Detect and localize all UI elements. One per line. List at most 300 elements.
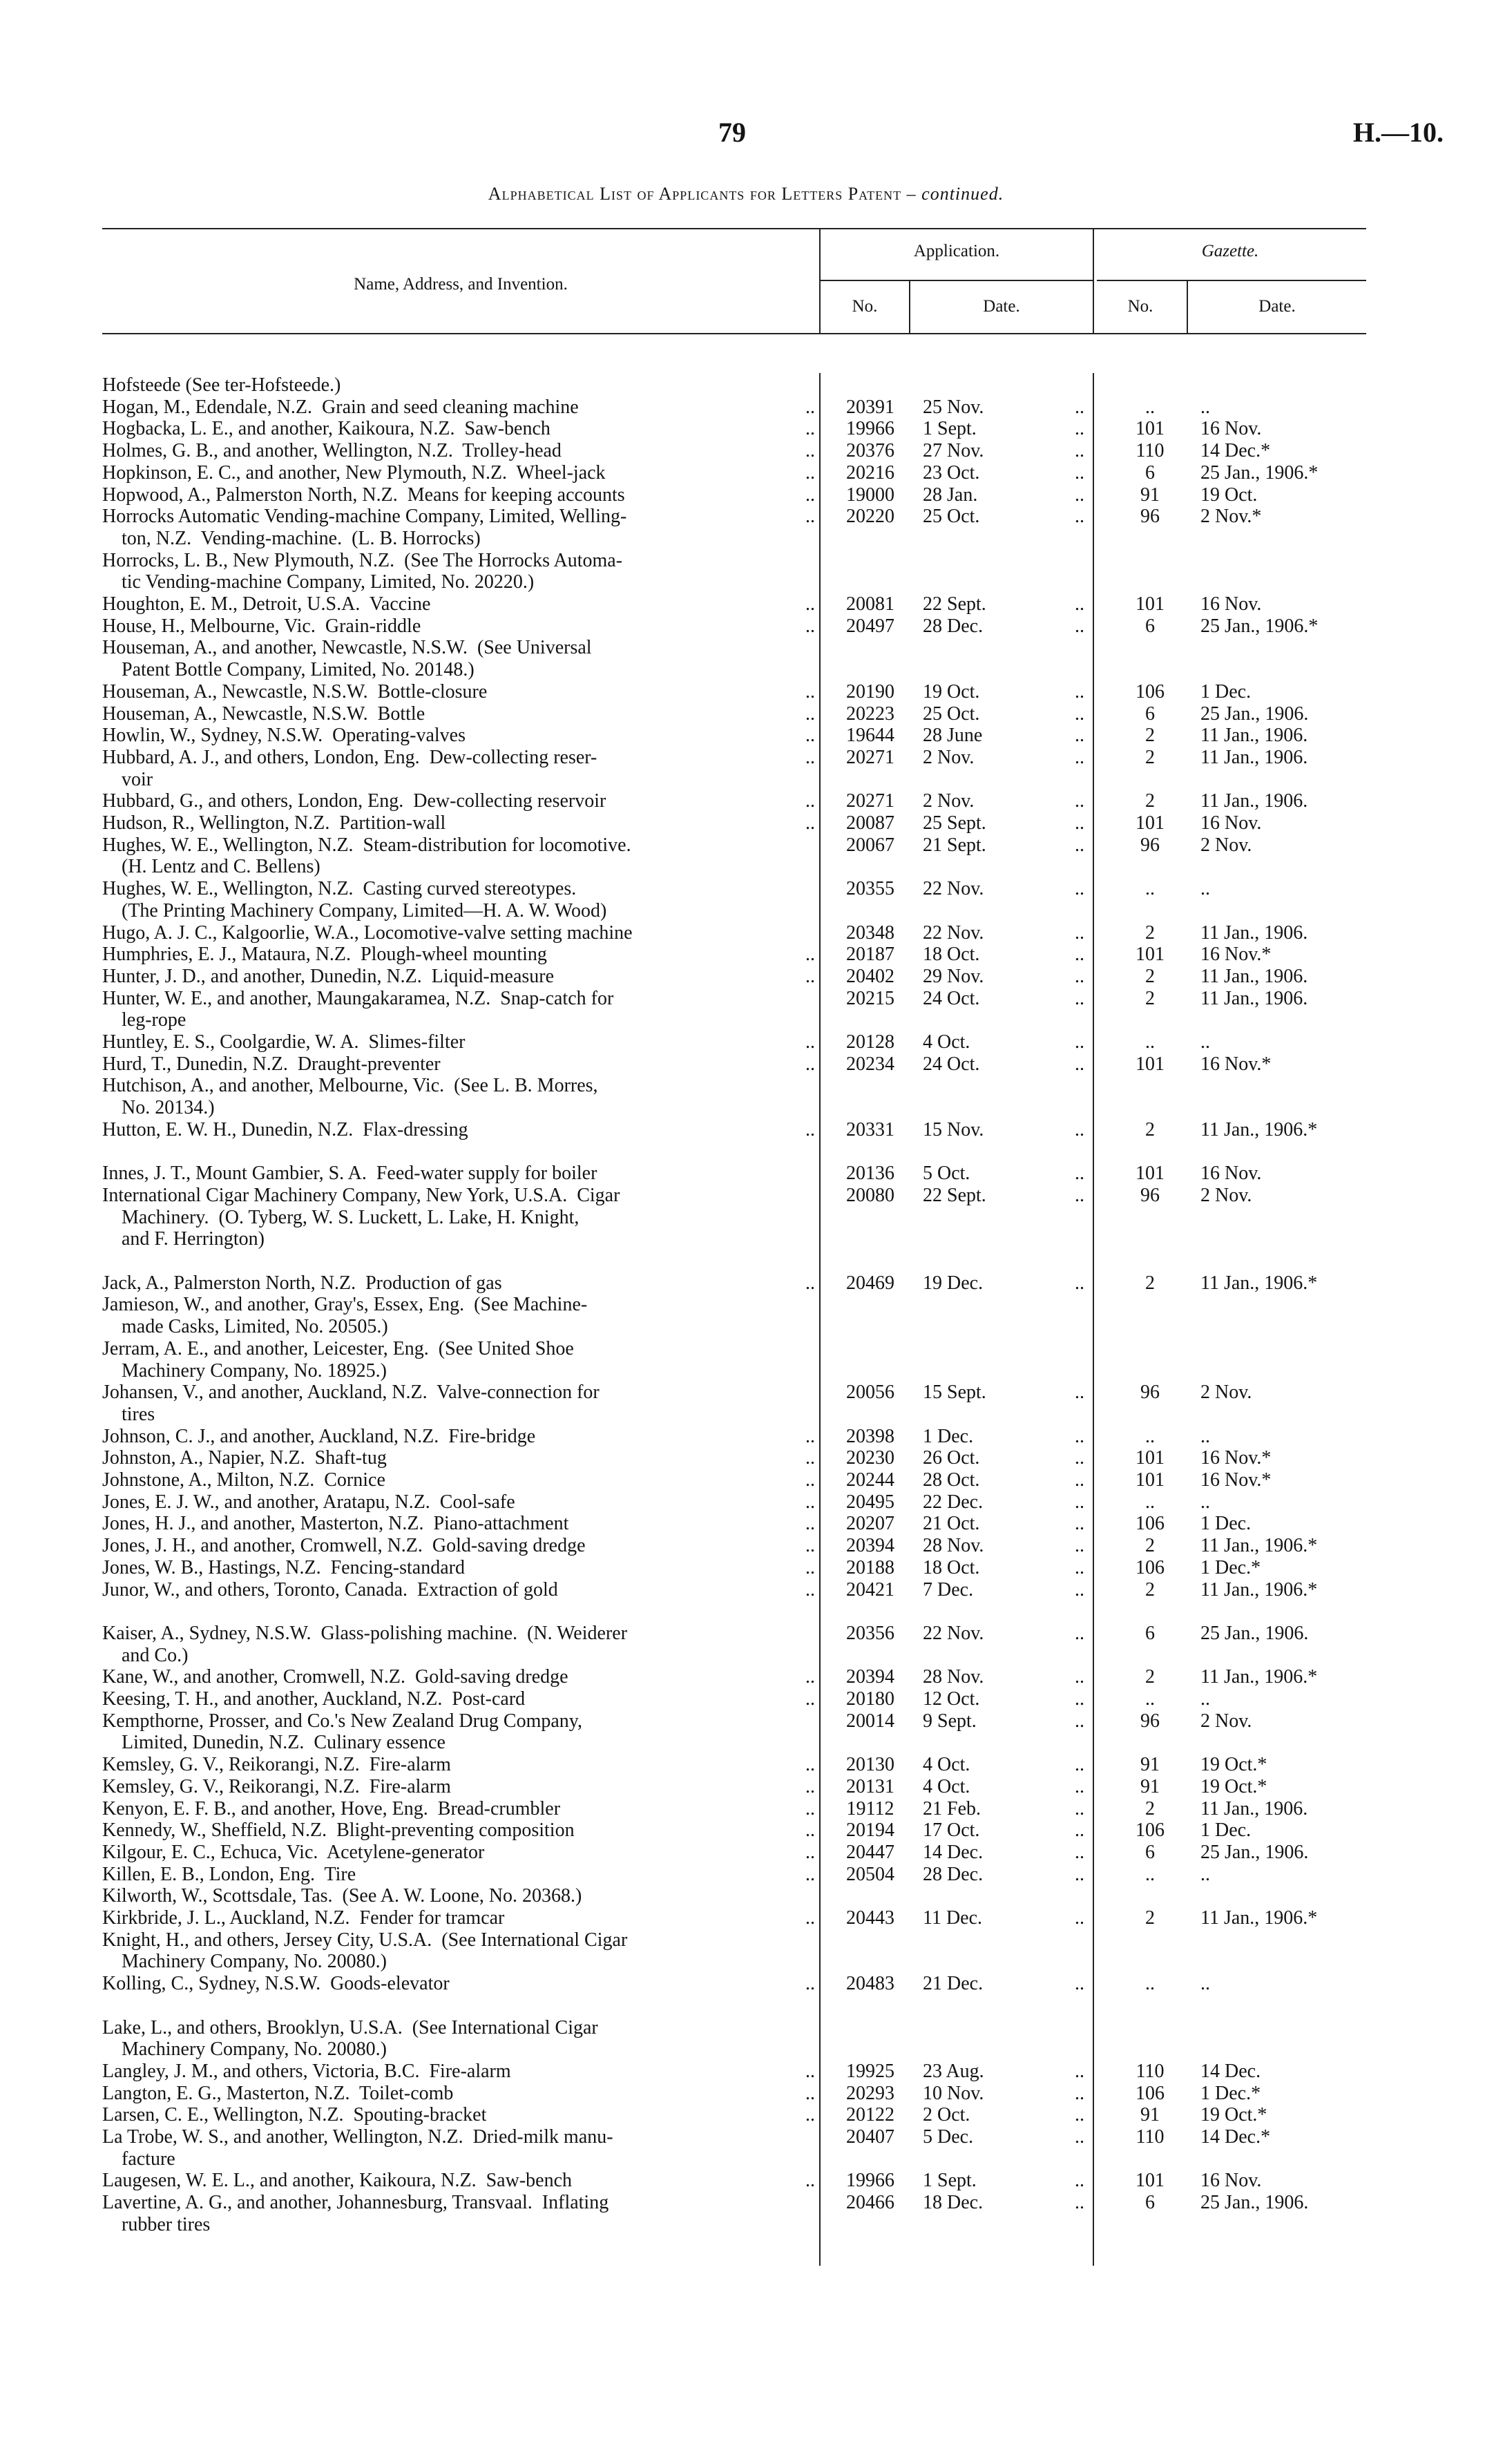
application-date: 18 Oct. <box>923 1556 980 1578</box>
leader-dots-date: .. <box>1075 418 1084 440</box>
leader-dots-date: .. <box>1075 703 1084 725</box>
application-number: 20130 <box>846 1754 894 1776</box>
applicant-entry: Machinery Company, No. 20080.) <box>102 1951 387 1973</box>
leader-dots: .. <box>805 1469 815 1491</box>
application-number: 20447 <box>846 1841 894 1863</box>
application-number: 19925 <box>846 2060 894 2082</box>
applicant-entry: Keesing, T. H., and another, Auckland, N.Z. Post-card <box>102 1688 526 1710</box>
leader-dots-date: .. <box>1075 440 1084 462</box>
table-row <box>0 504 1485 528</box>
gazette-date: 16 Nov.* <box>1200 1447 1272 1469</box>
gazette-number: 96 <box>1140 506 1160 528</box>
leader-dots-date: .. <box>1075 790 1084 812</box>
gazette-number: 6 <box>1145 1622 1155 1644</box>
application-date: 15 Sept. <box>923 1382 986 1404</box>
table-row <box>0 877 1485 901</box>
gazette-date: .. <box>1200 396 1210 418</box>
leader-dots-date: .. <box>1075 1710 1084 1732</box>
header-bottom-rule <box>102 333 1366 334</box>
table-row <box>0 1292 1485 1317</box>
applicant-entry: Johnstone, A., Milton, N.Z. Cornice <box>102 1469 385 1491</box>
leader-dots: .. <box>805 1578 815 1601</box>
leader-dots-date: .. <box>1075 1491 1084 1513</box>
application-date: 1 Dec. <box>923 1425 974 1447</box>
table-row <box>0 789 1485 813</box>
gazette-number: 2 <box>1145 921 1155 944</box>
table-row <box>0 1140 1485 1164</box>
leader-dots-date: .. <box>1075 1163 1084 1185</box>
application-date: 27 Nov. <box>923 440 984 462</box>
gazette-date: 19 Oct.* <box>1200 2104 1267 2126</box>
application-date: 1 Sept. <box>923 418 977 440</box>
leader-dots-date: .. <box>1075 746 1084 768</box>
application-date: 18 Dec. <box>923 2192 984 2214</box>
application-number: 20080 <box>846 1184 894 1206</box>
column-header-app-no: No. <box>852 297 878 316</box>
leader-dots-date: .. <box>1075 1118 1084 1140</box>
application-date: 2 Nov. <box>923 790 975 812</box>
gazette-number: .. <box>1145 878 1155 900</box>
applicant-entry: and Co.) <box>102 1644 189 1666</box>
gazette-number: 101 <box>1136 1469 1165 1491</box>
leader-dots: .. <box>805 1447 815 1469</box>
leader-dots: .. <box>805 1272 815 1294</box>
leader-dots-date: .. <box>1075 725 1084 747</box>
header-top-rule <box>102 228 1366 229</box>
leader-dots: .. <box>805 506 815 528</box>
application-number: 20216 <box>846 461 894 484</box>
application-number: 20220 <box>846 506 894 528</box>
leader-dots-date: .. <box>1075 484 1084 506</box>
applicant-entry: Kirkbride, J. L., Auckland, N.Z. Fender for tramcar <box>102 1907 505 1929</box>
application-number: 20087 <box>846 812 894 834</box>
applicant-entry: Laugesen, W. E. L., and another, Kaikoura, N.Z. Saw-bench <box>102 2170 573 2192</box>
gazette-number: 6 <box>1145 703 1155 725</box>
gazette-date: 25 Jan., 1906.* <box>1200 461 1319 484</box>
leader-dots: .. <box>805 615 815 637</box>
gazette-number: 2 <box>1145 987 1155 1009</box>
applicant-entry: Machinery Company, No. 18925.) <box>102 1359 387 1382</box>
gazette-date: 25 Jan., 1906. <box>1200 1841 1309 1863</box>
leader-dots-date: .. <box>1075 2104 1084 2126</box>
applicant-entry: leg-rope <box>102 1009 186 1031</box>
leader-dots-date: .. <box>1075 1469 1084 1491</box>
applicant-entry: Houseman, A., Newcastle, N.S.W. Bottle-closure <box>102 680 488 703</box>
gazette-date: 11 Jan., 1906.* <box>1200 1118 1318 1140</box>
application-date: 23 Aug. <box>923 2060 984 2082</box>
gazette-date: 25 Jan., 1906. <box>1200 703 1309 725</box>
application-date: 10 Nov. <box>923 2082 984 2104</box>
application-date: 2 Oct. <box>923 2104 970 2126</box>
application-number: 20394 <box>846 1535 894 1557</box>
table-row <box>0 1271 1485 1295</box>
leader-dots: .. <box>805 1031 815 1053</box>
table-row <box>0 2016 1485 2040</box>
application-date: 28 Dec. <box>923 615 984 637</box>
gazette-date: 16 Nov.* <box>1200 1053 1272 1075</box>
gazette-number: 101 <box>1136 418 1165 440</box>
table-row <box>0 439 1485 463</box>
leader-dots: .. <box>805 725 815 747</box>
table-row <box>0 592 1485 616</box>
application-number: 19000 <box>846 484 894 506</box>
table-row <box>0 658 1485 682</box>
table-row <box>0 1249 1485 1273</box>
application-number: 20421 <box>846 1578 894 1601</box>
gazette-number: 101 <box>1136 1163 1165 1185</box>
table-row <box>0 1337 1485 1361</box>
table-row <box>0 373 1485 397</box>
table-row <box>0 964 1485 989</box>
leader-dots-date: .. <box>1075 1797 1084 1820</box>
applicant-entry: Kilgour, E. C., Echuca, Vic. Acetylene-generator <box>102 1841 485 1863</box>
application-number: 20504 <box>846 1863 894 1885</box>
applicant-entry: Machinery Company, No. 20080.) <box>102 2038 387 2061</box>
table-row <box>0 483 1485 507</box>
gazette-date: .. <box>1200 1491 1210 1513</box>
table-row <box>0 1599 1485 1623</box>
gazette-date: 2 Nov.* <box>1200 506 1262 528</box>
gazette-number: 101 <box>1136 593 1165 615</box>
leader-dots: .. <box>805 1797 815 1820</box>
application-number: 20356 <box>846 1622 894 1644</box>
leader-dots-date: .. <box>1075 1382 1084 1404</box>
table-row <box>0 1665 1485 1689</box>
gazette-date: 1 Dec.* <box>1200 2082 1261 2104</box>
table-row <box>0 833 1485 857</box>
application-date: 14 Dec. <box>923 1841 984 1863</box>
applicant-entry: Hughes, W. E., Wellington, N.Z. Steam-distribution for locomotive. <box>102 834 631 856</box>
column-header-app-date: Date. <box>983 297 1020 316</box>
applicant-entry: Larsen, C. E., Wellington, N.Z. Spouting-bracket <box>102 2104 487 2126</box>
table-row <box>0 1971 1485 1996</box>
table-row <box>0 1643 1485 1668</box>
application-date: 22 Nov. <box>923 1622 984 1644</box>
application-date: 24 Oct. <box>923 987 980 1009</box>
leader-dots: .. <box>805 1775 815 1797</box>
gazette-date: 19 Oct.* <box>1200 1754 1267 1776</box>
table-row <box>0 1753 1485 1777</box>
table-row <box>0 2125 1485 2149</box>
applicant-entry: Johansen, V., and another, Auckland, N.Z. Valve-connection for <box>102 1382 600 1404</box>
gazette-number: 6 <box>1145 2192 1155 2214</box>
gazette-number: 110 <box>1136 440 1165 462</box>
gazette-number: 96 <box>1140 834 1160 856</box>
gazette-date: 25 Jan., 1906.* <box>1200 615 1319 637</box>
gazette-number: .. <box>1145 396 1155 418</box>
table-row <box>0 1402 1485 1426</box>
table-row <box>0 1161 1485 1185</box>
leader-dots-date: .. <box>1075 593 1084 615</box>
table-row <box>0 1073 1485 1098</box>
gazette-number: 6 <box>1145 1841 1155 1863</box>
applicant-entry: Hudson, R., Wellington, N.Z. Partition-wall <box>102 812 446 834</box>
leader-dots-date: .. <box>1075 1578 1084 1601</box>
application-date: 7 Dec. <box>923 1578 974 1601</box>
gazette-date: 1 Dec. <box>1200 680 1252 703</box>
applicant-entry: Patent Bottle Company, Limited, No. 20148.) <box>102 659 475 681</box>
table-row <box>0 1730 1485 1755</box>
gazette-number: 2 <box>1145 1907 1155 1929</box>
application-date: 4 Oct. <box>923 1031 970 1053</box>
gazette-number: 101 <box>1136 2170 1165 2192</box>
applicant-entry: Horrocks, L. B., New Plymouth, N.Z. (See The Horrocks Automa- <box>102 549 623 571</box>
leader-dots: .. <box>805 1491 815 1513</box>
applicant-entry: Langton, E. G., Masterton, N.Z. Toilet-comb <box>102 2082 454 2104</box>
gazette-number: 2 <box>1145 790 1155 812</box>
application-date: 25 Sept. <box>923 812 986 834</box>
table-row <box>0 1446 1485 1470</box>
table-row <box>0 2081 1485 2105</box>
application-number: 20407 <box>846 2126 894 2148</box>
applicant-entry: facture <box>102 2148 175 2170</box>
column-header-gazette: Gazette. <box>1201 242 1259 260</box>
table-row <box>0 1380 1485 1404</box>
application-number: 20443 <box>846 1907 894 1929</box>
gazette-date: 11 Jan., 1906. <box>1200 1797 1308 1820</box>
table-row <box>0 767 1485 792</box>
applicant-entry: Hubbard, G., and others, London, Eng. Dew-collecting reservoir <box>102 790 606 812</box>
leader-dots-date: .. <box>1075 965 1084 987</box>
leader-dots-date: .. <box>1075 1425 1084 1447</box>
table-row <box>0 1008 1485 1032</box>
gazette-number: 110 <box>1136 2060 1165 2082</box>
gazette-number: 2 <box>1145 1797 1155 1820</box>
gazette-number: 106 <box>1136 1513 1165 1535</box>
table-row <box>0 1775 1485 1799</box>
leader-dots: .. <box>805 1754 815 1776</box>
application-date: 4 Oct. <box>923 1754 970 1776</box>
gazette-date: 1 Dec. <box>1200 1820 1252 1842</box>
leader-dots-date: .. <box>1075 461 1084 484</box>
applicant-entry: Machinery. (O. Tyberg, W. S. Luckett, L. Lake, H. Knight, <box>102 1206 579 1228</box>
table-row <box>0 2213 1485 2237</box>
application-number: 20244 <box>846 1469 894 1491</box>
applicant-entry: Kilworth, W., Scottsdale, Tas. (See A. W. Loone, No. 20368.) <box>102 1885 582 1907</box>
application-date: 21 Dec. <box>923 1973 984 1995</box>
leader-dots-date: .. <box>1075 878 1084 900</box>
gazette-number: 91 <box>1140 1775 1160 1797</box>
column-header-application: Application. <box>913 242 1000 260</box>
leader-dots-date: .. <box>1075 1272 1084 1294</box>
gazette-number: 106 <box>1136 1820 1165 1842</box>
leader-dots: .. <box>805 1513 815 1535</box>
gazette-number: 106 <box>1136 2082 1165 2104</box>
leader-dots: .. <box>805 418 815 440</box>
application-date: 21 Oct. <box>923 1513 980 1535</box>
application-date: 22 Sept. <box>923 593 986 615</box>
gazette-number: 101 <box>1136 1447 1165 1469</box>
applicant-entry: Hugo, A. J. C., Kalgoorlie, W.A., Locomotive-valve setting machine <box>102 921 633 944</box>
leader-dots: .. <box>805 1425 815 1447</box>
gazette-date: .. <box>1200 1973 1210 1995</box>
applicant-entry: Hughes, W. E., Wellington, N.Z. Casting curved stereotypes. <box>102 878 577 900</box>
applicant-entry: Hogan, M., Edendale, N.Z. Grain and seed cleaning machine <box>102 396 579 418</box>
table-row <box>0 1884 1485 1908</box>
gazette-date: 14 Dec.* <box>1200 2126 1271 2148</box>
application-date: 17 Oct. <box>923 1820 980 1842</box>
gazette-date: .. <box>1200 1425 1210 1447</box>
table-row <box>0 1052 1485 1076</box>
gazette-date: 16 Nov.* <box>1200 1469 1272 1491</box>
leader-dots: .. <box>805 440 815 462</box>
leader-dots: .. <box>805 1841 815 1863</box>
table-row <box>0 1424 1485 1449</box>
leader-dots: .. <box>805 1556 815 1578</box>
leader-dots: .. <box>805 484 815 506</box>
leader-dots-date: .. <box>1075 1513 1084 1535</box>
leader-dots-date: .. <box>1075 680 1084 703</box>
applicant-entry: Hurd, T., Dunedin, N.Z. Draught-preventer <box>102 1053 441 1075</box>
applicant-entry: (H. Lentz and C. Bellens) <box>102 856 320 878</box>
table-row <box>0 723 1485 747</box>
leader-dots-date: .. <box>1075 987 1084 1009</box>
application-number: 19966 <box>846 418 894 440</box>
application-date: 24 Oct. <box>923 1053 980 1075</box>
table-row <box>0 1490 1485 1514</box>
table-row <box>0 461 1485 485</box>
applicant-entry: Lavertine, A. G., and another, Johannesburg, Transvaal. Inflating <box>102 2192 609 2214</box>
gazette-date: 1 Dec.* <box>1200 1556 1261 1578</box>
table-row <box>0 1949 1485 1974</box>
gazette-date: 16 Nov. <box>1200 418 1262 440</box>
leader-dots-date: .. <box>1075 1754 1084 1776</box>
leader-dots: .. <box>805 680 815 703</box>
table-row <box>0 1862 1485 1887</box>
applicant-entry: Hutchison, A., and another, Melbourne, Vic. (See L. B. Morres, <box>102 1075 598 1097</box>
table-row <box>0 395 1485 419</box>
applicant-entry: Hogbacka, L. E., and another, Kaikoura, N.Z. Saw-bench <box>102 418 550 440</box>
gazette-number: .. <box>1145 1688 1155 1710</box>
leader-dots-date: .. <box>1075 812 1084 834</box>
leader-dots-date: .. <box>1075 1031 1084 1053</box>
table-row <box>0 1205 1485 1230</box>
applicant-entry: Kemsley, G. V., Reikorangi, N.Z. Fire-alarm <box>102 1754 451 1776</box>
applicant-entry: Hutton, E. W. H., Dunedin, N.Z. Flax-dressing <box>102 1118 468 1140</box>
application-date: 22 Nov. <box>923 921 984 944</box>
gazette-date: 1 Dec. <box>1200 1513 1252 1535</box>
table-row <box>0 1511 1485 1536</box>
leader-dots: .. <box>805 1863 815 1885</box>
gazette-date: .. <box>1200 1863 1210 1885</box>
table-row <box>0 1556 1485 1580</box>
application-number: 20466 <box>846 2192 894 2214</box>
application-number: 20230 <box>846 1447 894 1469</box>
list-title-suffix: continued. <box>921 184 1004 204</box>
leader-dots-date: .. <box>1075 1184 1084 1206</box>
gazette-date: 14 Dec. <box>1200 2060 1261 2082</box>
gazette-number: 110 <box>1136 2126 1165 2148</box>
table-row <box>0 570 1485 594</box>
gazette-number: 106 <box>1136 680 1165 703</box>
applicant-entry: House, H., Melbourne, Vic. Grain-riddle <box>102 615 421 637</box>
leader-dots: .. <box>805 1666 815 1688</box>
application-number: 20394 <box>846 1666 894 1688</box>
applicant-entry: Huntley, E. S., Coolgardie, W. A. Slimes-filter <box>102 1031 466 1053</box>
table-row <box>0 1687 1485 1711</box>
gazette-date: 11 Jan., 1906. <box>1200 921 1308 944</box>
application-number: 20207 <box>846 1513 894 1535</box>
leader-dots-date: .. <box>1075 1841 1084 1863</box>
gazette-number: 96 <box>1140 1184 1160 1206</box>
application-date: 28 Oct. <box>923 1469 980 1491</box>
leader-dots-date: .. <box>1075 944 1084 966</box>
leader-dots: .. <box>805 1820 815 1842</box>
gazette-date: 11 Jan., 1906.* <box>1200 1535 1318 1557</box>
leader-dots: .. <box>805 461 815 484</box>
gazette-date: 25 Jan., 1906. <box>1200 1622 1309 1644</box>
applicant-entry: Johnston, A., Napier, N.Z. Shaft-tug <box>102 1447 387 1469</box>
application-number: 20376 <box>846 440 894 462</box>
applicant-entry: tires <box>102 1403 155 1425</box>
gazette-number: 2 <box>1145 725 1155 747</box>
application-number: 20056 <box>846 1382 894 1404</box>
gazette-number: 2 <box>1145 1272 1155 1294</box>
application-date: 25 Oct. <box>923 703 980 725</box>
table-row <box>0 1359 1485 1383</box>
applicant-entry: Hofsteede (See ter-Hofsteede.) <box>102 374 341 396</box>
application-date: 25 Oct. <box>923 506 980 528</box>
gazette-number: 2 <box>1145 746 1155 768</box>
leader-dots-date: .. <box>1075 1820 1084 1842</box>
gazette-date: 16 Nov. <box>1200 1163 1262 1185</box>
leader-dots-date: .. <box>1075 921 1084 944</box>
leader-dots-date: .. <box>1075 834 1084 856</box>
application-number: 20293 <box>846 2082 894 2104</box>
applicant-entry: International Cigar Machinery Company, New York, U.S.A. Cigar <box>102 1184 620 1206</box>
gazette-number: 101 <box>1136 812 1165 834</box>
gazette-date: 19 Oct.* <box>1200 1775 1267 1797</box>
application-date: 22 Sept. <box>923 1184 986 1206</box>
leader-dots: .. <box>805 396 815 418</box>
gazette-date: .. <box>1200 1688 1210 1710</box>
table-row <box>0 1534 1485 1558</box>
gazette-date: .. <box>1200 878 1210 900</box>
gazette-date: 11 Jan., 1906. <box>1200 725 1308 747</box>
table-row <box>0 745 1485 770</box>
leader-dots-date: .. <box>1075 1622 1084 1644</box>
applicant-entry: Johnson, C. J., and another, Auckland, N.Z. Fire-bridge <box>102 1425 536 1447</box>
leader-dots-date: .. <box>1075 615 1084 637</box>
table-row <box>0 921 1485 945</box>
application-date: 23 Oct. <box>923 461 980 484</box>
gazette-date: 19 Oct. <box>1200 484 1258 506</box>
application-date: 22 Dec. <box>923 1491 984 1513</box>
gazette-date: 2 Nov. <box>1200 1382 1252 1404</box>
applicant-entry: made Casks, Limited, No. 20505.) <box>102 1316 388 1338</box>
table-row <box>0 680 1485 704</box>
gazette-number: .. <box>1145 1425 1155 1447</box>
application-number: 20331 <box>846 1118 894 1140</box>
application-date: 21 Feb. <box>923 1797 981 1820</box>
gazette-date: 11 Jan., 1906. <box>1200 746 1308 768</box>
gazette-date: 14 Dec.* <box>1200 440 1271 462</box>
application-number: 20194 <box>846 1820 894 1842</box>
application-number: 20128 <box>846 1031 894 1053</box>
application-number: 20355 <box>846 878 894 900</box>
table-row <box>0 1906 1485 1930</box>
gazette-number: .. <box>1145 1973 1155 1995</box>
application-date: 21 Sept. <box>923 834 986 856</box>
application-date: 5 Dec. <box>923 2126 974 2148</box>
application-date: 1 Sept. <box>923 2170 977 2192</box>
leader-dots-date: .. <box>1075 1666 1084 1688</box>
gazette-date: 16 Nov. <box>1200 812 1262 834</box>
table-row <box>0 548 1485 573</box>
application-number: 20188 <box>846 1556 894 1578</box>
table-row <box>0 1797 1485 1821</box>
application-number: 20014 <box>846 1710 894 1732</box>
